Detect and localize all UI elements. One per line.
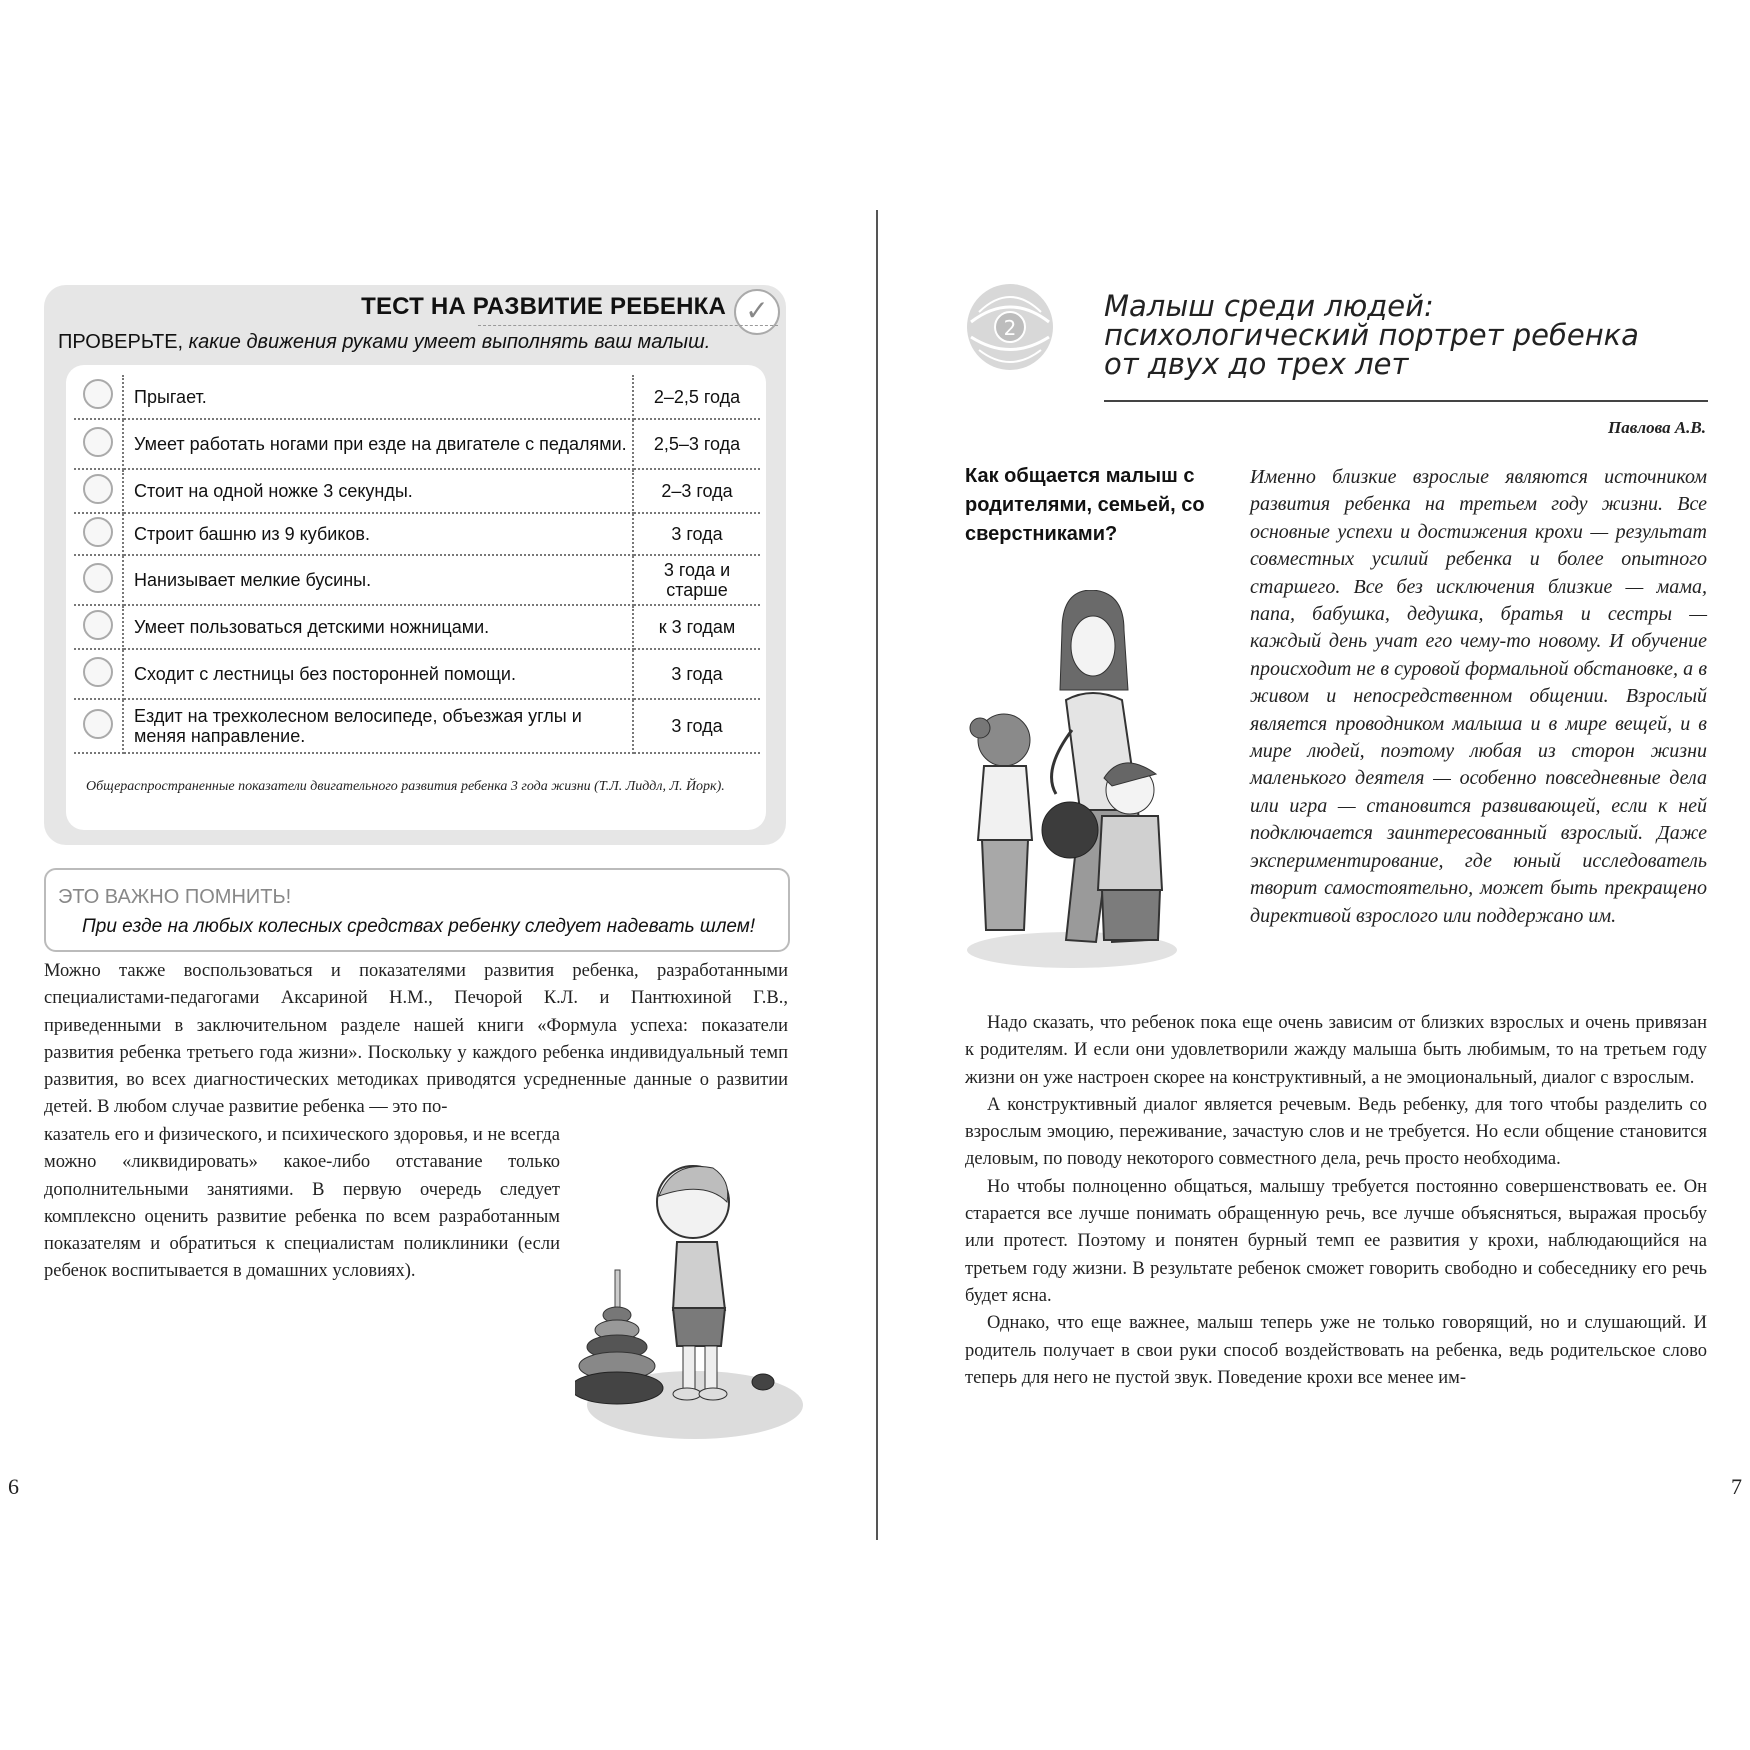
remember-title: ЭТО ВАЖНО ПОМНИТЬ! [58, 886, 292, 908]
test-row [74, 375, 760, 419]
body-paragraph: Надо сказать, что ребенок пока еще очень зависим от близких взрослых и очень привязан к родителям. И если они удовлетворили жажду малыша быть любимым, то на третьем году жизни он уже настроен скорее на конструктивный, а не эмоциональный, диалог с взрослым. [965, 1013, 1707, 1088]
chapter-number-badge [965, 282, 1055, 372]
test-title: ТЕСТ НА РАЗВИТИЕ РЕБЕНКА [361, 293, 726, 320]
skill-description: Умеет работать ногами при езде на двигателе с педалями. [123, 419, 633, 469]
subtitle-rest: какие движения руками умеет выполнять ваш малыш. [188, 331, 711, 353]
skill-description: Нанизывает мелкие бусины. [123, 555, 633, 605]
age-range: 2,5–3 года [633, 419, 760, 469]
table-source-note: Общераспространенные показатели двигательного развития ребенка 3 года жизни (Т.Л. Лиддл, Л. Йорк). [86, 779, 725, 794]
left-body-paragraph: Можно также воспользоваться и показателями развития ребенка, разработанными специалистами-педагогами Аксариной Н.М., Печорой К.Л. и Пантюхиной Г.В., приведенными в заключительном разделе нашей книги «Формула успеха: показатели развития ребенка третьего года жизни». Поскольку у каждого ребенка индивидуальный темп развития, во всех диагностических методиках приводятся усредненные данные о развитии детей. В любом случае развитие ребенка — это по- [44, 961, 788, 1118]
subtitle-divider [478, 325, 778, 326]
skill-description: Стоит на одной ножке 3 секунды. [123, 469, 633, 513]
skill-description: Умеет пользоваться детскими ножницами. [123, 605, 633, 649]
checkbox-circle-icon[interactable] [83, 427, 113, 457]
chapter-title [1104, 289, 1639, 381]
checkbox-cell [74, 513, 123, 555]
right-body-text [965, 1010, 1707, 1392]
test-row [74, 699, 760, 753]
checkbox-circle-icon[interactable] [83, 379, 113, 409]
left-body-continued: казатель его и физического, и психического здоровья, и не всегда можно «ликвидировать» какое-либо отставание только дополнительными занятиями. В первую очередь следует комплексно оценить развитие ребенка по всем разработанным показателям и обратиться к специалистам поликлиники (если ребенок воспитывается в домашних условиях). [44, 1125, 560, 1282]
checkbox-cell [74, 649, 123, 699]
skill-description: Ездит на трехколесном велосипеде, объезжая углы и меняя направление. [123, 699, 633, 753]
checkbox-cell [74, 555, 123, 605]
age-range: 2–3 года [633, 469, 760, 513]
body-paragraph: А конструктивный диалог является речевым. Ведь ребенку, для того чтобы разделить со взрослым эмоцию, переживание, зачастую слов и не требуется. Но если общение становится деловым, по поводу некоторого совместного дела, речь просто необходима. [965, 1094, 1707, 1170]
remember-callout [44, 868, 790, 952]
italic-intro-text: Именно близкие взрослые являются источником развития ребенка на третьем году жизни. Все основные успехи и достижения крохи — результат совместных усилий ребенка и более опытного старшего. Все без исключения близкие — мама, папа, бабушка, дедушка, братья и сестры — каждый день учат его чему-то новому. И обучение происходит не в суровой формальной обстановке, а в живом и непосредственном общении. Взрослый является проводником малыша и в мире вещей, и в мире людей, поэтому любая из сторон жизни маленького деятеля — особенно повседневные дела или игра — становится развивающей, если к ней подключается заинтересованный взрослый. Даже экспериментирование, где юный исследователь творит самостоятельно, может быть прекращено директивой взрослого или поддержано им. [1250, 466, 1707, 927]
spread-gutter [876, 210, 878, 1540]
chapter-title-line: от двух до трех лет [1104, 347, 1409, 381]
body-paragraph: Но чтобы полноценно общаться, малышу требуется постоянно совершенствовать ее. Он старается все лучше понимать обращенную речь, все лучше объясняться, выражая просьбу или протест. Поэтому и понятен бурный темп ее развития у крохи, наблюдающийся на третьем году жизни. В результате ребенок сможет говорить свободно и собеседнику его речь будет ясна. [965, 1176, 1707, 1306]
checkbox-cell [74, 605, 123, 649]
checkbox-cell [74, 375, 123, 419]
checkbox-circle-icon[interactable] [83, 563, 113, 593]
age-range: 3 года [633, 513, 760, 555]
page-number-left: 6 [8, 1474, 19, 1499]
test-row [74, 649, 760, 699]
remember-text: При езде на любых колесных средствах ребенку следует надевать шлем! [82, 916, 756, 937]
checkbox-cell [74, 419, 123, 469]
checkbox-circle-icon[interactable] [83, 657, 113, 687]
boy-with-pyramid-illustration [575, 1150, 805, 1440]
test-row [74, 469, 760, 513]
page-number-right: 7 [1731, 1474, 1742, 1499]
age-range: 3 года и старше [633, 555, 760, 605]
age-range: 2–2,5 года [633, 375, 760, 419]
chapter-title-rule [1104, 400, 1708, 402]
checkbox-circle-icon[interactable] [83, 610, 113, 640]
test-row [74, 555, 760, 605]
test-row [74, 513, 760, 555]
checkmark-icon: ✓ [734, 289, 780, 335]
age-range: 3 года [633, 649, 760, 699]
chapter-number: 2 [1003, 316, 1017, 340]
skill-description: Сходит с лестницы без посторонней помощи. [123, 649, 633, 699]
age-range: 3 года [633, 699, 760, 753]
test-row [74, 605, 760, 649]
checkbox-circle-icon[interactable] [83, 517, 113, 547]
skill-description: Строит башню из 9 кубиков. [123, 513, 633, 555]
test-table-box [66, 365, 766, 830]
chapter-title-line: психологический портрет ребенка [1104, 318, 1639, 352]
checkbox-circle-icon[interactable] [83, 709, 113, 739]
development-test-panel [44, 285, 786, 845]
age-range: к 3 годам [633, 605, 760, 649]
checkbox-cell [74, 699, 123, 753]
checkbox-cell [74, 469, 123, 513]
author-name: Павлова А.В. [1608, 418, 1706, 437]
chapter-title-line: Малыш среди людей: [1104, 289, 1434, 323]
subtitle-lead: ПРОВЕРЬТЕ, [58, 331, 184, 353]
mother-with-children-illustration [962, 590, 1192, 970]
section-side-heading: Как общается малыш с родителями, семьей, со сверстниками? [965, 465, 1205, 545]
test-subtitle [58, 331, 710, 354]
checkbox-circle-icon[interactable] [83, 474, 113, 504]
test-row [74, 419, 760, 469]
skill-description: Прыгает. [123, 375, 633, 419]
test-table [74, 375, 760, 754]
body-paragraph: Однако, что еще важнее, малыш теперь уже не только говорящий, но и слушающий. И родитель получает в свои руки способ воздействовать на ребенка, ведь родительское слово теперь для него не пустой звук. Поведение крохи все менее им- [965, 1313, 1707, 1388]
